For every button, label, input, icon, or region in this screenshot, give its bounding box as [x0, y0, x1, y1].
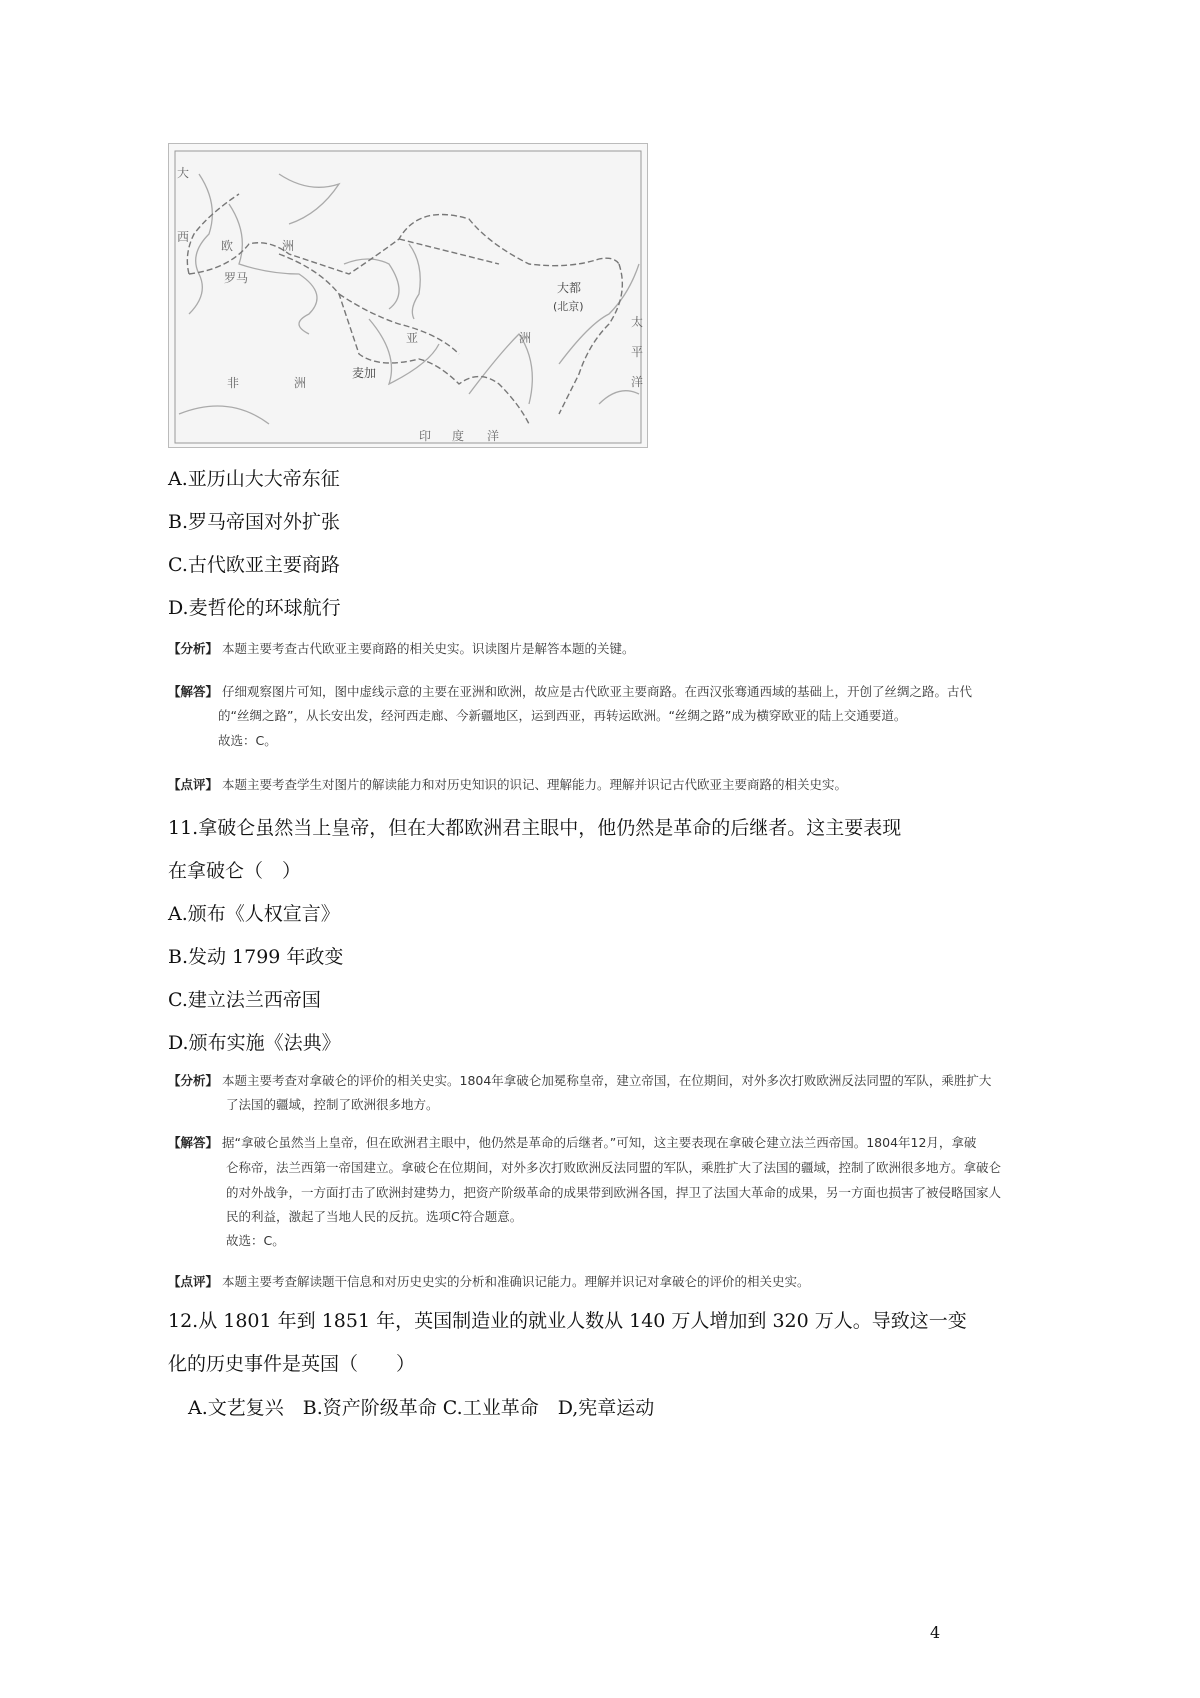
map-label-europe-2: 洲 — [282, 239, 295, 253]
answer-line: 据“拿破仑虽然当上皇帝，但在欧洲君主眼中，他仍然是革命的后继者。”可知，这主要表现在拿破仑建立法兰西帝国。1804年12月，拿破 — [222, 1135, 977, 1150]
analysis-text: 本题主要考查古代欧亚主要商路的相关史实。识读图片是解答本题的关键。 — [222, 641, 635, 656]
map-label-asia-2: 洲 — [519, 331, 532, 345]
q11-stem-line-2: 在拿破仑（ ） — [168, 860, 302, 882]
page-number: 4 — [930, 1623, 941, 1642]
answer-line: 的“丝绸之路”，从长安出发，经河西走廊、今新疆地区，运到西亚，再转运欧洲。“丝绸之路”成为横穿欧亚的陆上交通要道。 — [218, 708, 907, 723]
answer-line: 民的利益，激起了当地人民的反抗。选项C符合题意。 — [226, 1209, 523, 1224]
analysis-tag: 【分析】 — [168, 1073, 219, 1088]
map-label-atlantic-2: 西 — [177, 230, 190, 244]
q10-analysis — [168, 639, 635, 657]
map-label-dadu: 大都 — [557, 281, 582, 295]
q11-comment — [168, 1272, 810, 1290]
q11-stem-line-1: 11.拿破仑虽然当上皇帝，但在大都欧洲君主眼中，他仍然是革命的后继者。这主要表现 — [168, 817, 902, 839]
q10-option-b: B.罗马帝国对外扩张 — [168, 511, 341, 533]
map-label-europe-1: 欧 — [221, 239, 234, 253]
q10-comment — [168, 775, 847, 793]
analysis-line: 了法国的疆域，控制了欧洲很多地方。 — [226, 1097, 439, 1112]
map-label-atlantic-1: 大 — [177, 166, 190, 180]
q10-option-c: C.古代欧亚主要商路 — [168, 554, 340, 576]
q10-option-d: D.麦哲伦的环球航行 — [168, 597, 341, 619]
q11-answer — [168, 1133, 976, 1151]
answer-line: 故选：C。 — [226, 1233, 285, 1248]
answer-line: 仑称帝，法兰西第一帝国建立。拿破仑在位期间，对外多次打败欧洲反法同盟的军队，乘胜扩大了法国的疆域，控制了欧洲很多地方。拿破仑 — [226, 1160, 1002, 1175]
analysis-line: 本题主要考查对拿破仑的评价的相关史实。1804年拿破仑加冕称皇帝，建立帝国，在位期间，对外多次打败欧洲反法同盟的军队，乘胜扩大 — [222, 1073, 992, 1088]
comment-tag: 【点评】 — [168, 1274, 219, 1289]
map-label-africa-1: 非 — [227, 376, 240, 390]
map-label-indian-1: 印 — [419, 429, 432, 443]
q12-options: A.文艺复兴 B.资产阶级革命 C.工业革命 D,宪章运动 — [188, 1397, 655, 1419]
answer-line: 仔细观察图片可知，图中虚线示意的主要在亚洲和欧洲，故应是古代欧亚主要商路。在西汉张骞通西域的基础上，开创了丝绸之路。古代 — [222, 684, 973, 699]
map-graphic — [169, 144, 647, 447]
comment-text: 本题主要考查学生对图片的解读能力和对历史知识的识记、理解能力。理解并识记古代欧亚主要商路的相关史实。 — [222, 777, 848, 792]
q10-answer — [168, 682, 972, 700]
q11-analysis — [168, 1071, 991, 1089]
map-label-beijing: (北京) — [553, 300, 584, 313]
answer-tag: 【解答】 — [168, 1135, 219, 1150]
comment-text: 本题主要考查解读题干信息和对历史史实的分析和准确识记能力。理解并识记对拿破仑的评价的相关史实。 — [222, 1274, 810, 1289]
answer-tag: 【解答】 — [168, 684, 219, 699]
analysis-tag: 【分析】 — [168, 641, 219, 656]
map-label-asia-1: 亚 — [406, 331, 419, 345]
q11-option-d: D.颁布实施《法典》 — [168, 1032, 341, 1054]
map-label-mecca: 麦加 — [352, 366, 377, 380]
answer-line: 的对外战争，一方面打击了欧洲封建势力，把资产阶级革命的成果带到欧洲各国，捍卫了法国大革命的成果，另一方面也损害了被侵略国家人 — [226, 1185, 1002, 1200]
q12-stem-line-2: 化的历史事件是英国（ ） — [168, 1353, 416, 1375]
map-label-pacific-3: 洋 — [631, 375, 644, 389]
map-label-rome: 罗马 — [224, 271, 249, 285]
q11-option-b: B.发动 1799 年政变 — [168, 946, 344, 968]
map-label-indian-2: 度 — [452, 429, 465, 443]
map-label-pacific-2: 平 — [631, 345, 644, 359]
answer-line: 故选：C。 — [218, 733, 277, 748]
q11-option-a: A.颁布《人权宣言》 — [168, 903, 340, 925]
q12-stem-line-1: 12.从 1801 年到 1851 年，英国制造业的就业人数从 140 万人增加到 320 万人。导致这一变 — [168, 1310, 967, 1332]
q10-option-a: A.亚历山大大帝东征 — [168, 468, 340, 490]
map-label-indian-3: 洋 — [487, 429, 500, 443]
ancient-trade-routes-map — [168, 143, 648, 448]
q11-option-c: C.建立法兰西帝国 — [168, 989, 321, 1011]
map-label-pacific-1: 太 — [631, 315, 644, 329]
map-label-africa-2: 洲 — [294, 376, 307, 390]
comment-tag: 【点评】 — [168, 777, 219, 792]
